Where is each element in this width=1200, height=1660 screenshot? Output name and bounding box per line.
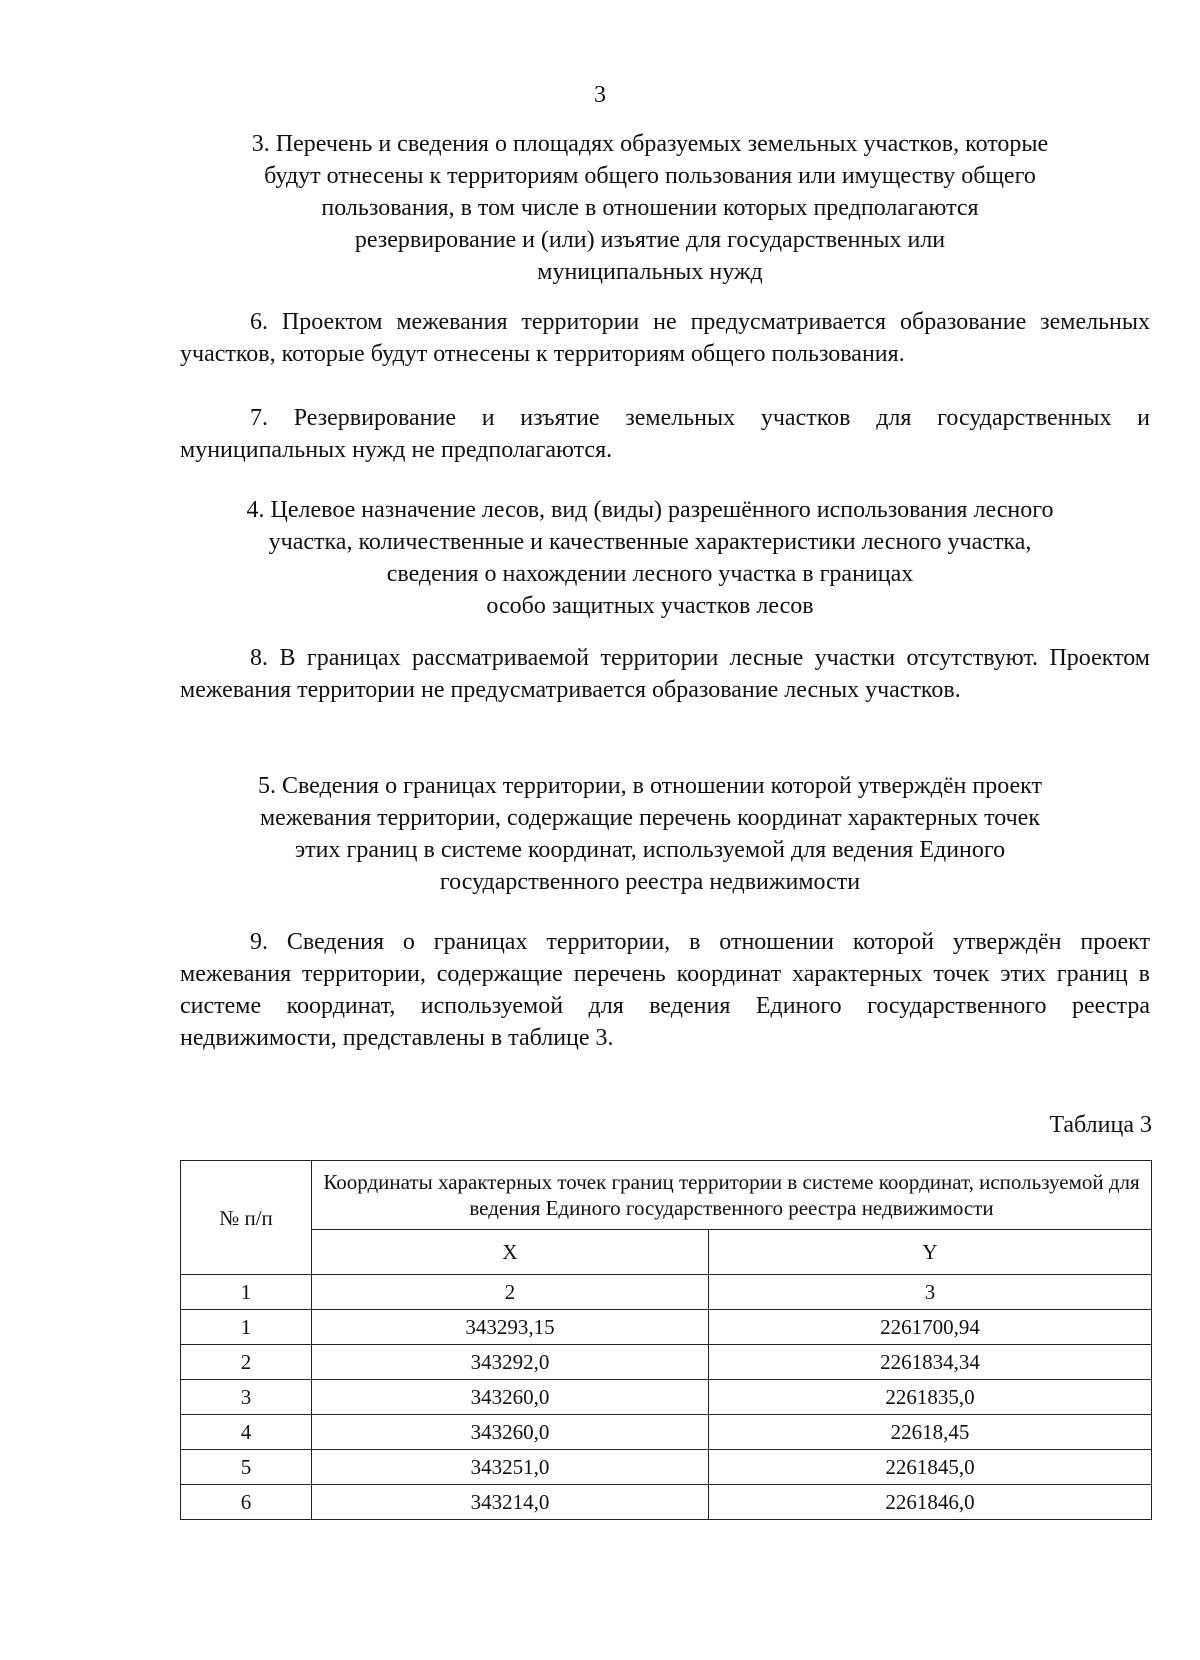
x-value: 343214,0 — [312, 1485, 709, 1520]
paragraph-9: 9. Сведения о границах территории, в отношении которой утверждён проект межевания территории, содержащие перечень координат характерных точек этих границ в системе координат, используемой для ведения Единого государственного реестра недвижимости, представлены в таблице 3. — [180, 929, 1150, 1051]
paragraph-6: 6. Проектом межевания территории не предусматривается образование земельных участков, которые будут отнесены к территориям общего пользования. — [180, 309, 1150, 367]
heading-line: межевания территории, содержащие перечень координат характерных точек — [259, 805, 1040, 831]
section-5-heading — [150, 770, 1150, 898]
point-number: 6 — [181, 1485, 312, 1520]
table-row — [181, 1380, 1152, 1415]
header-y: Y — [708, 1230, 1151, 1275]
table-subheader-row — [181, 1230, 1152, 1275]
table-header-row — [181, 1161, 1152, 1230]
point-number: 3 — [181, 1380, 312, 1415]
table-row — [181, 1450, 1152, 1485]
section-4-heading — [150, 494, 1150, 622]
heading-line: 4. Целевое назначение лесов, вид (виды) разрешённого использования лесного — [246, 497, 1054, 523]
y-value: 22618,45 — [708, 1415, 1151, 1450]
table-caption: Таблица 3 — [1049, 1112, 1152, 1138]
x-value: 343293,15 — [312, 1310, 709, 1345]
heading-line: резервирование и (или) изъятие для государственных или — [354, 227, 946, 253]
header-coordinates: Координаты характерных точек границ территории в системе координат, используемой для ведения Единого государственного реестра недвижимости — [312, 1161, 1152, 1230]
y-value: 2261700,94 — [708, 1310, 1151, 1345]
section-3-heading — [150, 128, 1150, 288]
heading-line: пользования, в том числе в отношении которых предполагаются — [321, 195, 979, 221]
x-value: 343260,0 — [312, 1380, 709, 1415]
heading-line: 5. Сведения о границах территории, в отношении которой утверждён проект — [257, 773, 1043, 799]
x-value: 343251,0 — [312, 1450, 709, 1485]
index-cell: 2 — [312, 1275, 709, 1310]
heading-line: участка, количественные и качественные характеристики лесного участка, — [268, 529, 1032, 555]
header-number: № п/п — [181, 1161, 312, 1275]
x-value: 343292,0 — [312, 1345, 709, 1380]
heading-line: сведения о нахождении лесного участка в границах — [386, 561, 914, 587]
paragraph-7: 7. Резервирование и изъятие земельных участков для государственных и муниципальных нужд не предполагаются. — [180, 405, 1150, 463]
table-row — [181, 1310, 1152, 1345]
header-x: X — [312, 1230, 709, 1275]
y-value: 2261834,34 — [708, 1345, 1151, 1380]
point-number: 4 — [181, 1415, 312, 1450]
point-number: 5 — [181, 1450, 312, 1485]
x-value: 343260,0 — [312, 1415, 709, 1450]
index-cell: 1 — [181, 1275, 312, 1310]
heading-line: государственного реестра недвижимости — [439, 869, 861, 895]
index-cell: 3 — [708, 1275, 1151, 1310]
y-value: 2261846,0 — [708, 1485, 1151, 1520]
heading-line: будут отнесены к территориям общего пользования или имуществу общего — [264, 163, 1036, 189]
column-index-row — [181, 1275, 1152, 1310]
coordinates-table — [180, 1160, 1152, 1520]
table-row — [181, 1345, 1152, 1380]
page-number: 3 — [594, 82, 606, 108]
point-number: 1 — [181, 1310, 312, 1345]
heading-line: муниципальных нужд — [537, 259, 763, 285]
paragraph-8: 8. В границах рассматриваемой территории лесные участки отсутствуют. Проектом межевания территории не предусматривается образование лесных участков. — [180, 645, 1150, 703]
heading-line: 3. Перечень и сведения о площадях образуемых земельных участков, которые — [251, 131, 1049, 157]
table-row — [181, 1485, 1152, 1520]
point-number: 2 — [181, 1345, 312, 1380]
heading-line: особо защитных участков лесов — [486, 593, 814, 619]
y-value: 2261845,0 — [708, 1450, 1151, 1485]
table-row — [181, 1415, 1152, 1450]
heading-line: этих границ в системе координат, используемой для ведения Единого — [294, 837, 1006, 863]
y-value: 2261835,0 — [708, 1380, 1151, 1415]
